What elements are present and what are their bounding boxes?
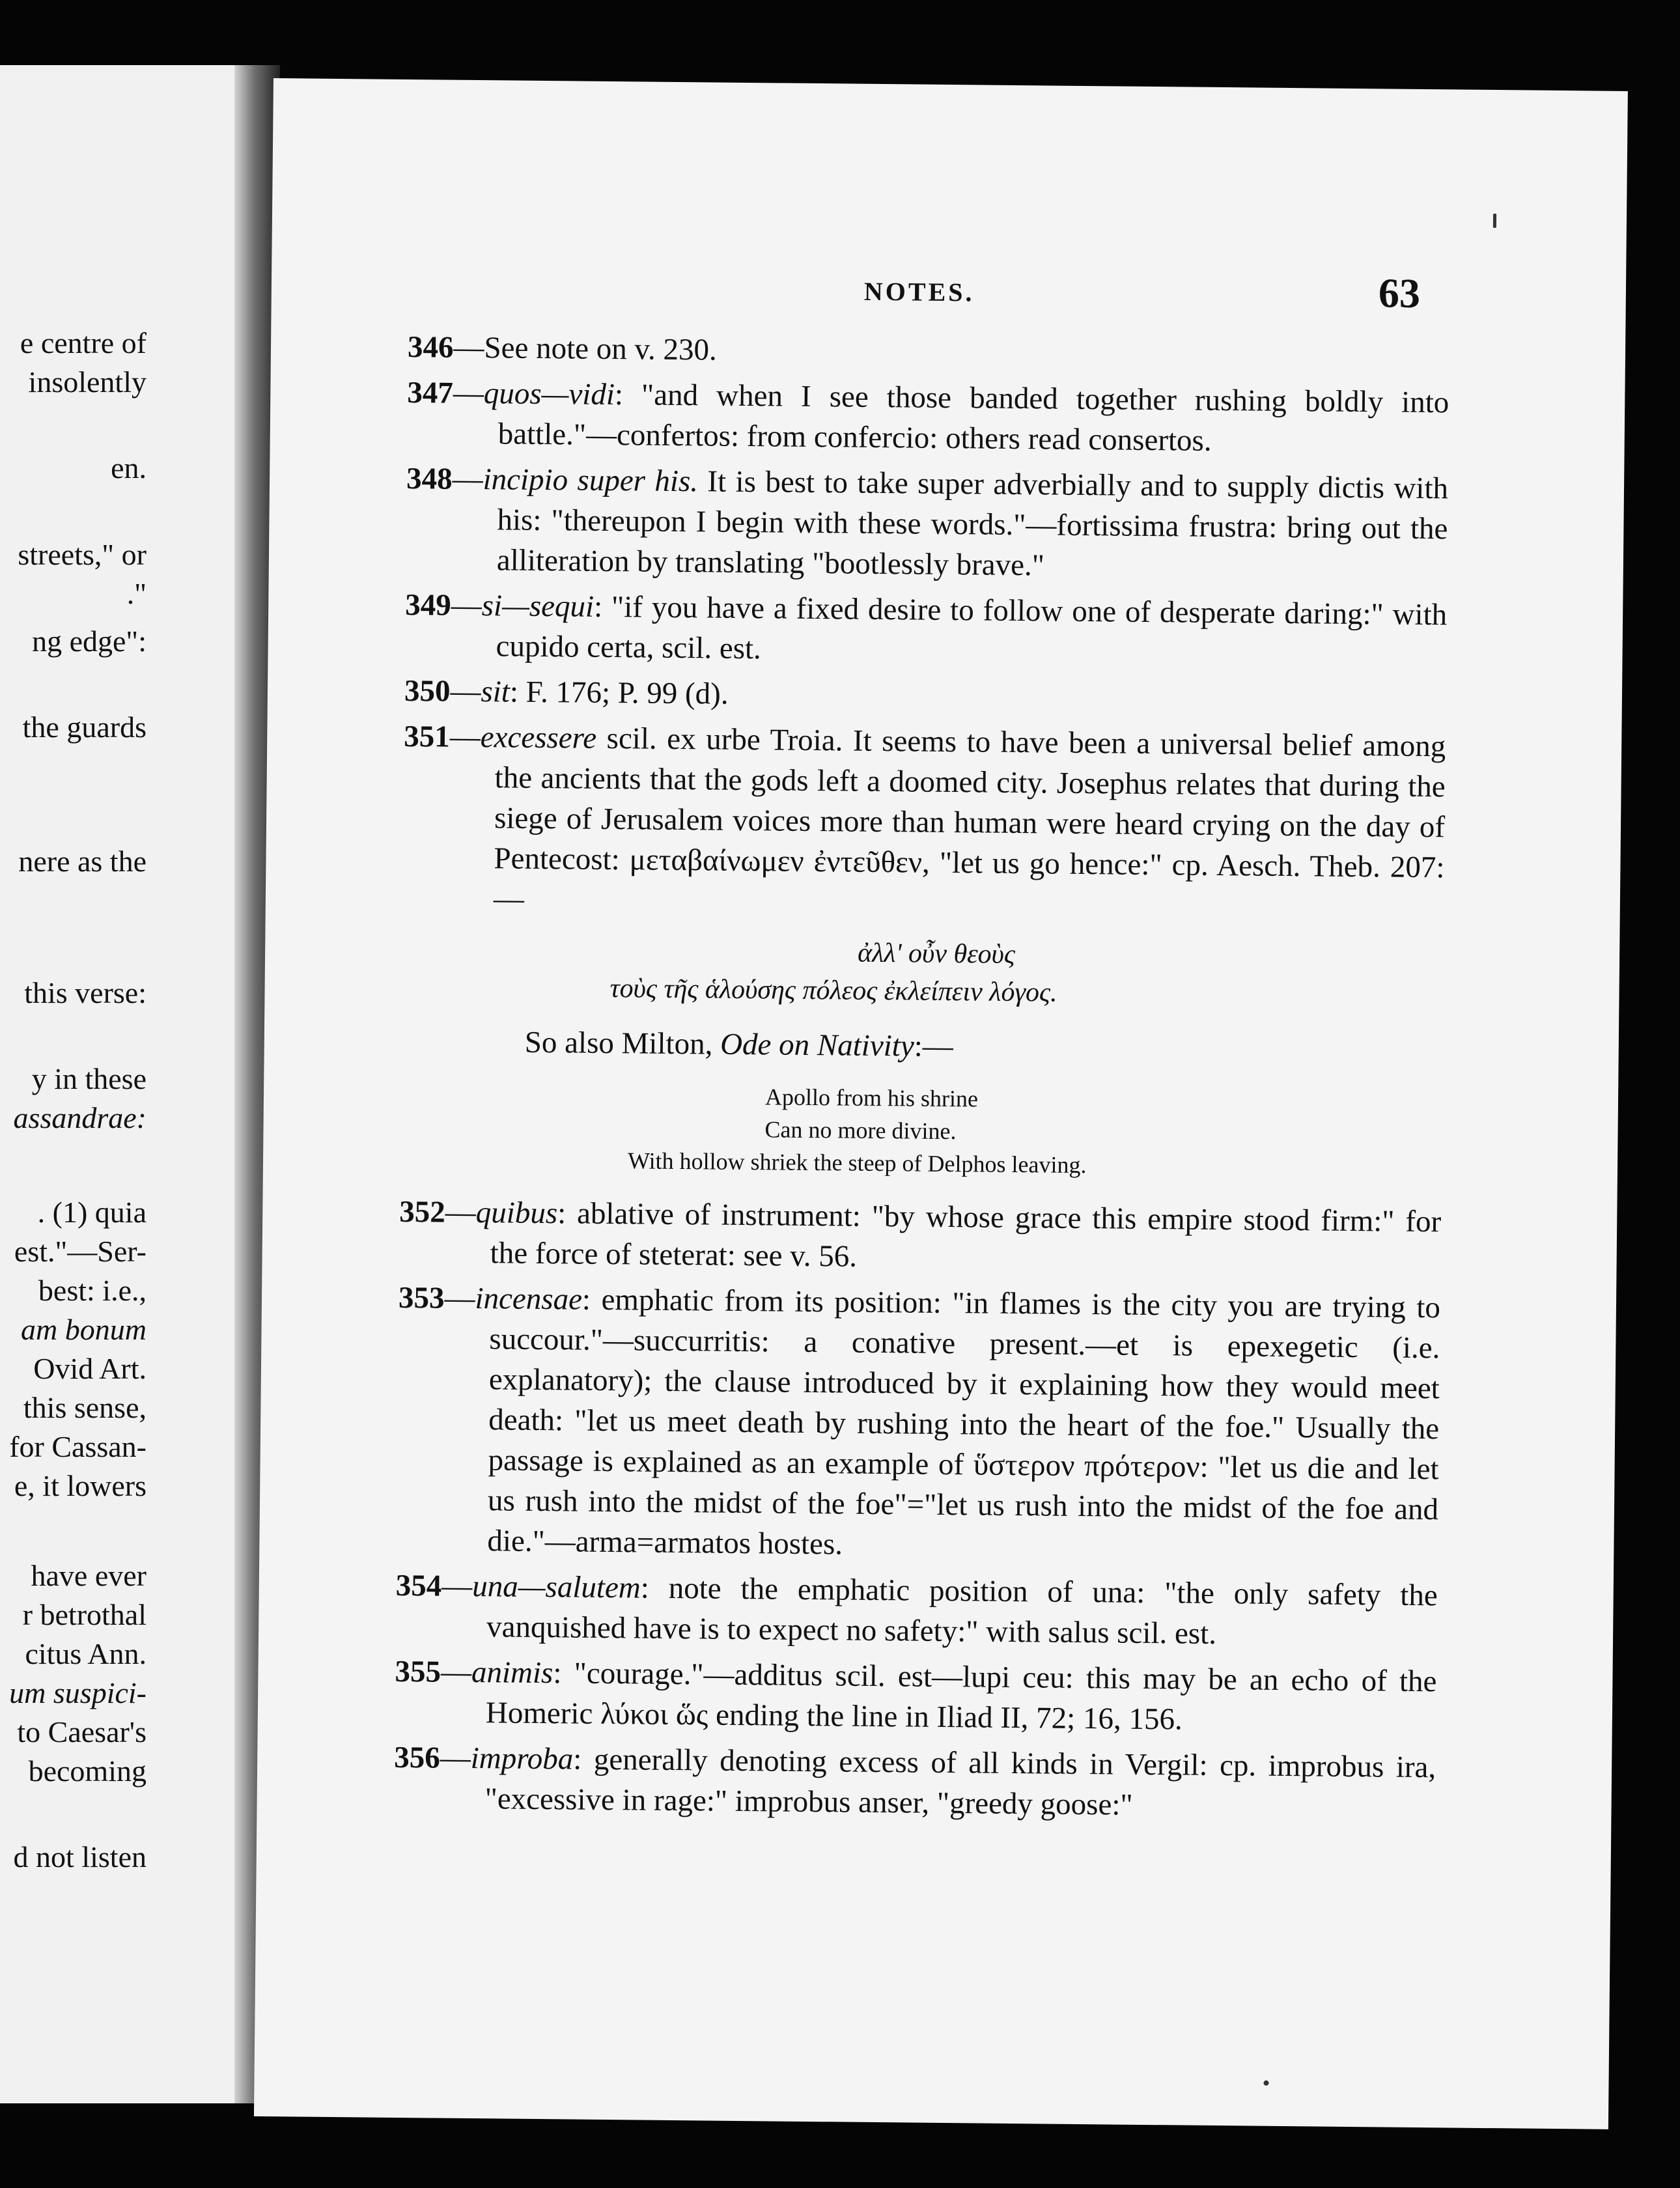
running-head: NOTES. <box>863 276 975 307</box>
left-page-line: for Cassan- <box>9 1430 147 1463</box>
left-page-line: this verse: <box>24 976 147 1009</box>
note-text: : F. 176; P. 99 (d). <box>509 675 729 711</box>
greek-quote-line: τοὺς τῆς ἁλούσης πόλεος ἐκλείπειν λόγος. <box>609 974 1057 1008</box>
right-page <box>254 78 1628 2129</box>
left-page-line: y in these <box>31 1062 147 1095</box>
left-page-line: e centre of <box>20 326 147 359</box>
note-lemma: excessere <box>480 720 597 755</box>
left-page-line: ." <box>126 577 147 610</box>
note-text: : "if you have a fixed desire to follow one of desperate daring:" with cupido certa, scil. est. <box>496 589 1448 666</box>
greek-quote-line: ἀλλ' οὖν θεοὺς <box>857 938 1016 970</box>
note-entry: 350—sit: F. 176; P. 99 (d). <box>404 673 729 711</box>
ink-speck <box>1493 214 1496 228</box>
left-page-line: Ovid Art. <box>33 1352 147 1385</box>
milton-intro-text: So also Milton, <box>524 1025 713 1061</box>
note-entry: 355—animis: "courage."—additus scil. est—lupi ceu: this may be an echo of the Homeric λύκοι ὥς ending the line in Iliad II, 72; 16, 156. <box>395 1654 1437 1737</box>
note-text: : note the emphatic position of una: "the only safety the vanquished have is to expect no safety:" with salus scil. est. <box>486 1571 1438 1651</box>
note-lemma: quibus <box>475 1196 558 1231</box>
left-page-line: have ever <box>31 1559 147 1592</box>
note-text: : ablative of instrument: "by whose grace this empire stood firm:" for the force of steterat: see v. 56. <box>490 1196 1442 1274</box>
note-text: : "and when I see those banded together rushing boldly into battle."—confertos: from confercio: others read consertos. <box>497 378 1449 458</box>
note-lemma: una—salutem <box>472 1569 641 1605</box>
left-page-line: to Caesar's <box>17 1715 147 1748</box>
left-page-line: am bonum <box>21 1313 147 1346</box>
note-entry: 352—quibus: ablative of instrument: "by whose grace this empire stood firm:" for the force of steterat: see v. 56. <box>399 1194 1442 1274</box>
poem-line: With hollow shriek the steep of Delphos leaving. <box>627 1147 1087 1179</box>
left-page-line: best: i.e., <box>38 1274 147 1307</box>
work-title: Ode on Nativity <box>720 1027 914 1063</box>
left-page-line: e, it lowers <box>14 1469 147 1502</box>
poem-line: Apollo from his shrine <box>764 1084 979 1112</box>
left-page-line: ng edge": <box>32 624 147 658</box>
left-page-line: insolently <box>28 365 147 399</box>
note-number: 355 <box>395 1654 441 1689</box>
left-page-line: the guards <box>22 710 147 744</box>
note-text: It is best to take super adverbially and to supply dictis with his: "thereupon I begin with these words."—fortissima frustra: bring out the alliteration by translating "bootlessly brave." <box>496 464 1449 583</box>
note-text: : emphatic from its position: "in flames is the city you are trying to succour."—succurritis: a conative present.—et is epexegetic (i.e. explanatory); the clause introduced by it explaining how they would meet death: "let us meet death by rushing into the heart of the foe." Usually the passage is explained as an example of ὕστερον πρότερον: "let us die and let us rush into the midst of the foe"="let us rush into the midst of the foe and die."—arma=armatos hostes. <box>487 1282 1441 1562</box>
note-number: 354 <box>395 1568 442 1603</box>
notes-body <box>393 327 1449 1833</box>
poem-line: Can no more divine. <box>764 1116 957 1145</box>
milton-reference <box>401 1021 1444 1071</box>
ink-speck <box>1263 2081 1268 2086</box>
note-lemma: sit <box>481 675 511 709</box>
greek-quotation <box>401 930 1444 1015</box>
left-page <box>0 65 260 2103</box>
left-page-line: nere as the <box>18 845 147 878</box>
note-number: 346 <box>407 330 454 365</box>
note-lemma: quos—vidi <box>483 376 615 412</box>
page-number: 63 <box>1378 270 1421 316</box>
left-page-line: assandrae: <box>13 1101 147 1134</box>
note-entry: 347—quos—vidi: "and when I see those banded together rushing boldly into battle."—confertos: from confercio: others read consertos. <box>407 375 1449 458</box>
left-page-line: streets," or <box>18 538 147 571</box>
left-page-line: citus Ann. <box>25 1637 147 1670</box>
note-entry: 348—incipio super his. It is best to take super adverbially and to supply dictis with his: "thereupon I begin with these words."—fortissima frustra: bring out the alliteration by translating "bootlessly brave." <box>406 461 1449 583</box>
note-number: 352 <box>399 1194 446 1229</box>
note-lemma: incipio super his. <box>483 462 699 499</box>
note-lemma: incensae <box>475 1282 583 1317</box>
page-header <box>271 270 1626 335</box>
note-text: scil. ex urbe Troia. It seems to have been a universal belief among the ancients that the gods left a doomed city. Josephus relates that during the siege of Jerusalem voices more than human were heard crying on the day of Pentecost: μεταβαίνωμεν ἐντεῦθεν, "let us go hence:" cp. Aesch. Theb. 207:— <box>493 721 1446 916</box>
left-page-line: um suspici- <box>9 1676 147 1709</box>
note-number: 348 <box>406 461 453 496</box>
left-page-line: becoming <box>28 1754 147 1788</box>
note-text: See note on v. 230. <box>484 331 718 367</box>
note-lemma: animis <box>471 1655 553 1690</box>
note-number: 353 <box>398 1280 445 1315</box>
left-page-line: . (1) quia <box>37 1196 147 1229</box>
left-page-line: est."—Ser- <box>14 1235 147 1268</box>
note-number: 349 <box>404 587 451 623</box>
poem-quotation <box>400 1077 1442 1185</box>
note-number: 356 <box>394 1740 440 1775</box>
note-entry: 353—incensae: emphatic from its position: "in flames is the city you are trying to succour."—succurritis: a conative present.—et is epexegetic (i.e. explanatory); the clause introduced by it explaining how they would meet death: "let us meet death by rushing into the heart of the foe." Usually the passage is explained as an example of ὕστερον πρότερον: "let us die and let us rush into the midst of the foe"="let us rush into the midst of the foe and die."—arma=armatos hostes. <box>398 1280 1441 1562</box>
left-page-line: r betrothal <box>22 1598 147 1631</box>
note-number: 350 <box>404 673 451 708</box>
note-entry: 349—si—sequi: "if you have a fixed desire to follow one of desperate daring:" with cupido certa, scil. est. <box>404 587 1448 666</box>
left-page-line: en. <box>111 451 147 484</box>
note-text: : generally denoting excess of all kinds in Vergil: cp. improbus ira, "excessive in rage:" improbus anser, "greedy goose:" <box>484 1742 1436 1822</box>
note-entry: 354—una—salutem: note the emphatic position of una: "the only safety the vanquished have is to expect no safety:" with salus scil. est. <box>395 1568 1438 1651</box>
note-number: 347 <box>407 375 454 410</box>
note-lemma: improba <box>470 1741 574 1776</box>
note-number: 351 <box>404 719 451 754</box>
milton-intro-tail: :— <box>914 1029 954 1064</box>
left-page-line: this sense, <box>23 1391 147 1424</box>
note-entry: 351—excessere scil. ex urbe Troia. It seems to have been a universal belief among the ancients that the gods left a doomed city. Josephus relates that during the siege of Jerusalem voices more than human were heard crying on the day of Pentecost: μεταβαίνωμεν ἐντεῦθεν, "let us go hence:" cp. Aesch. Theb. 207:— <box>404 719 1446 916</box>
note-text: : "courage."—additus scil. est—lupi ceu: this may be an echo of the Homeric λύκοι ὥς ending the line in Iliad II, 72; 16, 156. <box>485 1656 1437 1737</box>
note-lemma: si—sequi <box>481 589 595 624</box>
left-page-line: d not listen <box>13 1840 147 1873</box>
note-entry: 346—See note on v. 230. <box>407 330 718 367</box>
note-entry: 356—improba: generally denoting excess of all kinds in Vergil: cp. improbus ira, "excessive in rage:" improbus anser, "greedy goose:" <box>394 1740 1436 1822</box>
